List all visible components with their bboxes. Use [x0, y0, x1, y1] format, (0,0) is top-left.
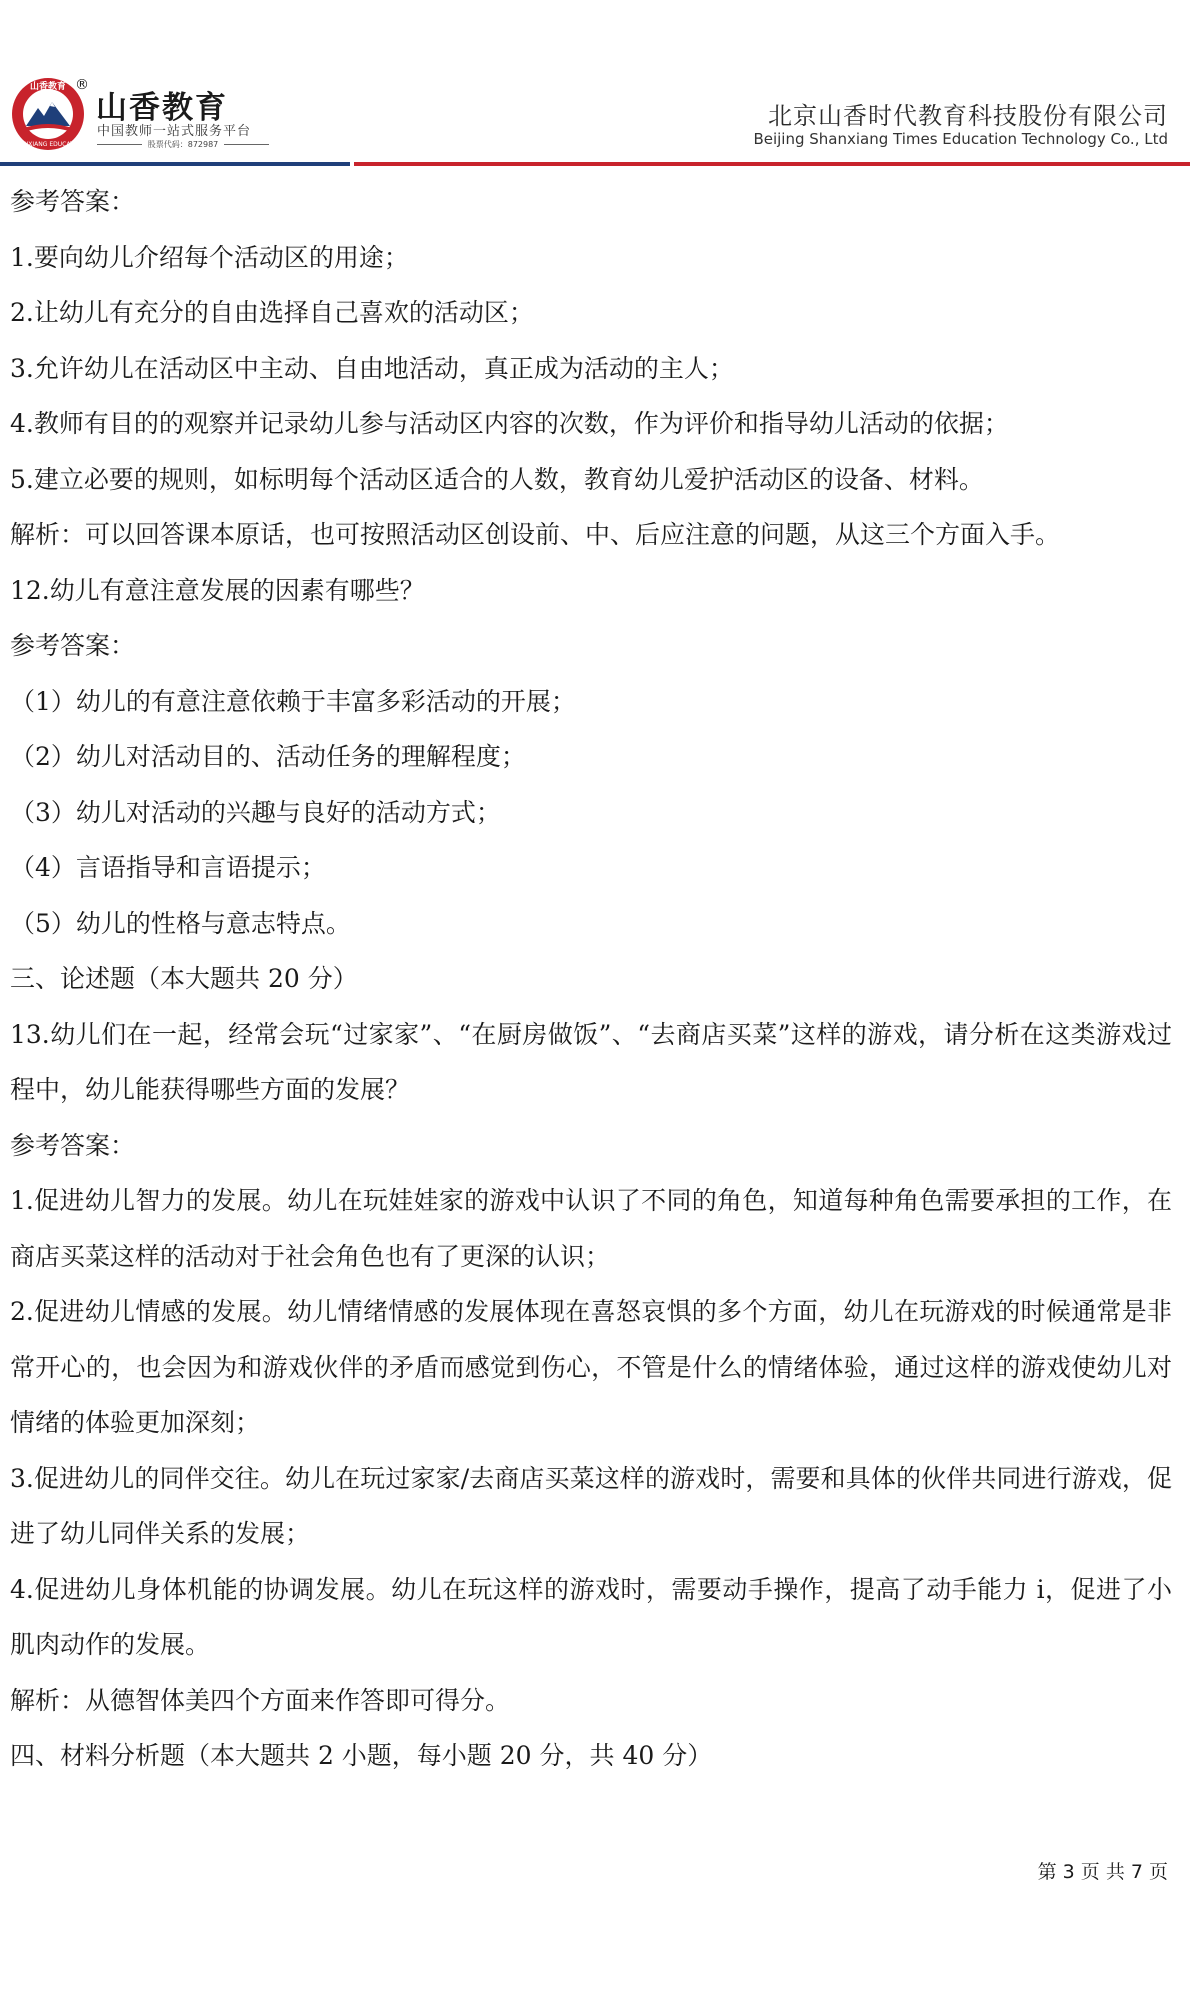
- question-12: 12.幼儿有意注意发展的因素有哪些？: [10, 575, 425, 605]
- divider: [224, 144, 269, 145]
- answer-point: 4.促进幼儿身体机能的协调发展。幼儿在玩这样的游戏时，需要动手操作，提高了动手能力 i，促进了小肌肉动作的发展。: [10, 1574, 1172, 1659]
- answer-point: 2.让幼儿有充分的自由选择自己喜欢的活动区；: [10, 298, 534, 327]
- answer-point: （2）幼儿对活动目的、活动任务的理解程度；: [10, 742, 526, 771]
- answer-point: 3.促进幼儿的同伴交往。幼儿在玩过家家/去商店买菜这样的游戏时，需要和具体的伙伴共同进行游戏，促进了幼儿同伴关系的发展；: [10, 1463, 1172, 1548]
- answer-point: 1.要向幼儿介绍每个活动区的用途；: [10, 242, 409, 272]
- answer-point: （4）言语指导和言语提示；: [10, 853, 326, 882]
- company-name-cn: 北京山香时代教育科技股份有限公司: [768, 102, 1168, 130]
- analysis-note: 解析：从德智体美四个方面来作答即可得分。: [10, 1685, 511, 1715]
- answer-point: 3.允许幼儿在活动区中主动、自由地活动，真正成为活动的主人；: [10, 353, 734, 383]
- stock-code: [97, 139, 269, 150]
- answer-point: 1.促进幼儿智力的发展。幼儿在玩娃娃家的游戏中认识了不同的角色，知道每种角色需要承担的工作，在商店买菜这样的活动对于社会角色也有了更深的认识；: [10, 1186, 1172, 1271]
- question-13: 13.幼儿们在一起，经常会玩“过家家”、“在厨房做饭”、“去商店买菜”这样的游戏，请分析在这类游戏过程中，幼儿能获得哪些方面的发展？: [10, 1019, 1172, 1104]
- company-name-en: Beijing Shanxiang Times Education Technology Co., Ltd: [753, 130, 1168, 148]
- brand-name: 山香教育: [96, 90, 228, 126]
- section-heading-3: 三、论述题（本大题共 20 分）: [10, 964, 358, 993]
- header-rule-red: [354, 162, 1190, 166]
- answer-heading: 参考答案：: [10, 1130, 136, 1160]
- page-number: 第 3 页 共 7 页: [1037, 1861, 1168, 1883]
- header-rule-blue: [0, 162, 350, 166]
- answer-point: 4.教师有目的的观察并记录幼儿参与活动区内容的次数，作为评价和指导幼儿活动的依据；: [10, 409, 1009, 438]
- document-body: [10, 174, 1172, 1784]
- answer-point: 2.促进幼儿情感的发展。幼儿情绪情感的发展体现在喜怒哀惧的多个方面，幼儿在玩游戏的时候通常是非常开心的，也会因为和游戏伙伴的矛盾而感觉到伤心，不管是什么的情绪体验，通过这样的游戏使幼儿对情绪的体验更加深刻；: [10, 1297, 1172, 1437]
- answer-point: （1）幼儿的有意注意依赖于丰富多彩活动的开展；: [10, 686, 576, 716]
- svg-text:山香教育: 山香教育: [29, 82, 67, 92]
- page-header: [0, 0, 1190, 170]
- section-heading-4: 四、材料分析题（本大题共 2 小题，每小题 20 分，共 40 分）: [10, 1741, 713, 1770]
- divider: [97, 144, 142, 145]
- answer-point: （3）幼儿对活动的兴趣与良好的活动方式；: [10, 797, 501, 827]
- svg-text:SHANXIANG EDUCATION: SHANXIANG EDUCATION: [11, 141, 85, 148]
- answer-heading: 参考答案：: [10, 631, 136, 660]
- answer-point: 5.建立必要的规则，如标明每个活动区适合的人数，教育幼儿爱护活动区的设备、材料。: [10, 464, 984, 494]
- answer-heading: 参考答案：: [10, 187, 136, 216]
- stock-code-text: 股票代码：872987: [147, 140, 219, 149]
- brand-slogan: 中国教师一站式服务平台: [97, 124, 252, 139]
- analysis-note: 解析：可以回答课本原话，也可按照活动区创设前、中、后应注意的问题，从这三个方面入手。: [10, 520, 1061, 549]
- answer-point: （5）幼儿的性格与意志特点。: [10, 908, 351, 938]
- registered-mark: ®: [75, 77, 89, 93]
